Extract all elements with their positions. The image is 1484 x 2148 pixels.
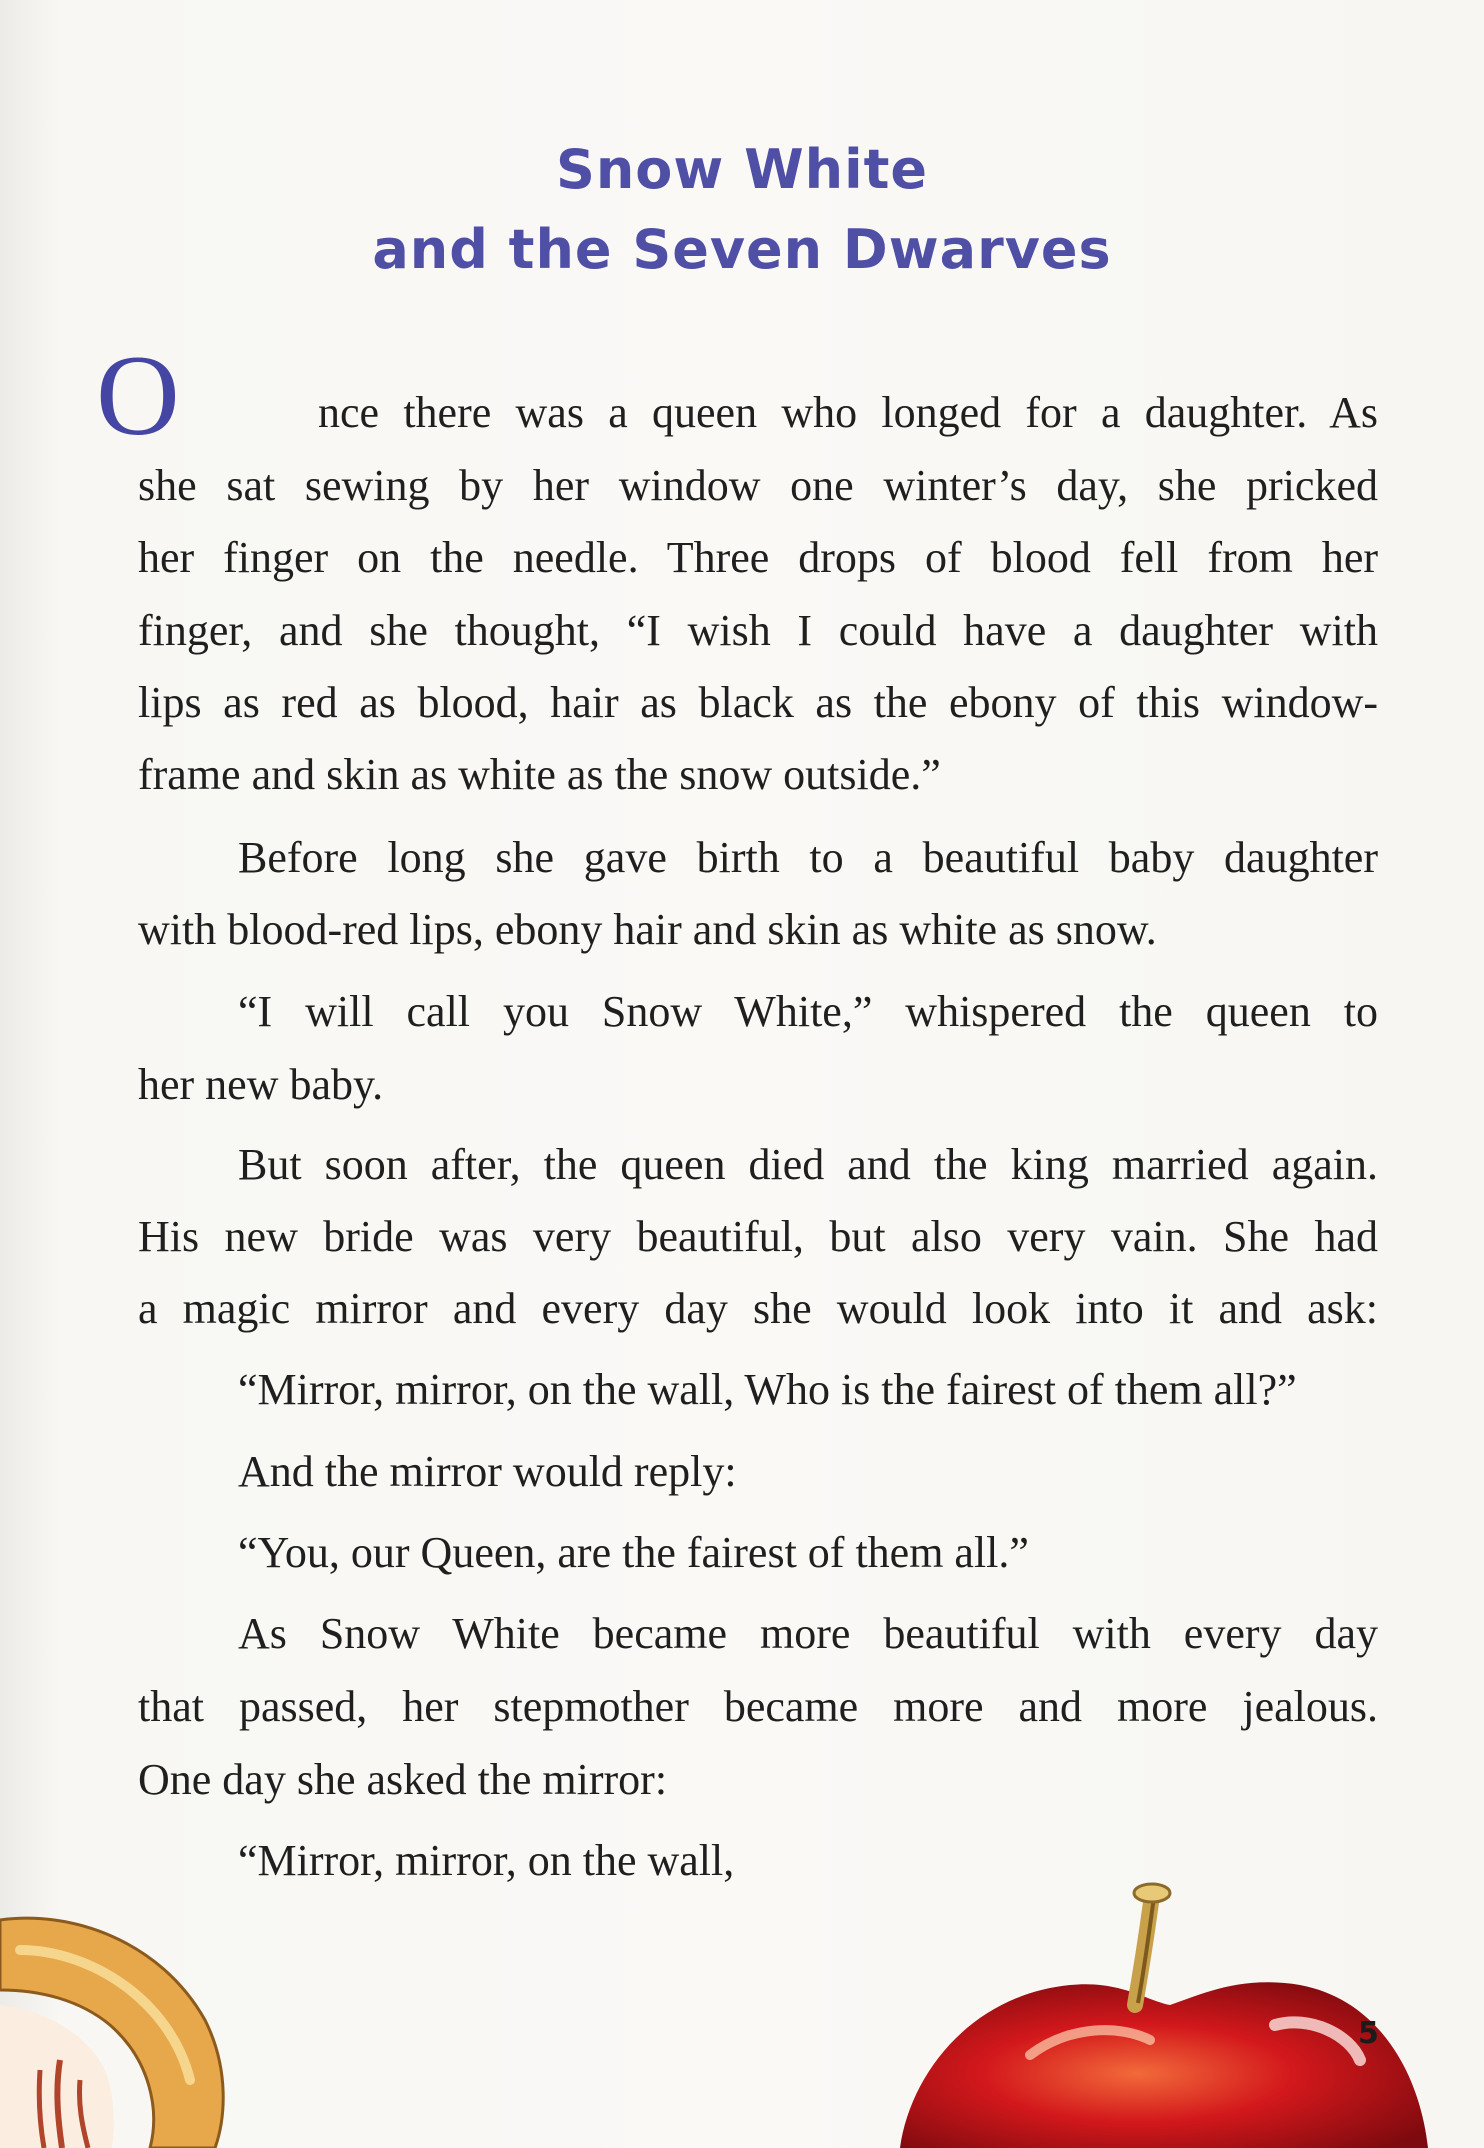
- text-line: As Snow White became more beautiful with every day: [238, 1609, 1378, 1658]
- text-line: “Mirror, mirror, on the wall, Who is the fairest of them all?”: [238, 1365, 1297, 1414]
- text-line: “I will call you Snow White,” whispered the queen to: [238, 987, 1378, 1036]
- text-line: she sat sewing by her window one winter’s day, she pricked: [138, 461, 1378, 510]
- text-line: One day she asked the mirror:: [138, 1755, 668, 1804]
- page-number: 5: [1358, 2016, 1379, 2051]
- text-line: But soon after, the queen died and the king married again.: [238, 1140, 1378, 1189]
- golden-object-illustration: [0, 1910, 240, 2148]
- story-title-line-1: Snow White: [555, 138, 929, 201]
- text-line: her new baby.: [138, 1060, 384, 1109]
- story-title-line-2: and the Seven Dwarves: [372, 218, 1112, 281]
- text-line: And the mirror would reply:: [238, 1447, 737, 1496]
- red-apple-illustration: [880, 1875, 1440, 2148]
- text-line: nce there was a queen who longed for a daughter. As: [318, 388, 1378, 437]
- text-line: frame and skin as white as the snow outside.”: [138, 750, 941, 799]
- text-line: with blood-red lips, ebony hair and skin as white as snow.: [138, 905, 1157, 954]
- text-line: “Mirror, mirror, on the wall,: [238, 1836, 735, 1885]
- drop-cap: O: [96, 332, 180, 460]
- text-line: a magic mirror and every day she would look into it and ask:: [138, 1284, 1378, 1333]
- text-line: Before long she gave birth to a beautiful baby daughter: [238, 833, 1378, 882]
- text-line: her finger on the needle. Three drops of blood fell from her: [138, 533, 1378, 582]
- text-line: “You, our Queen, are the fairest of them all.”: [238, 1528, 1029, 1577]
- text-line: finger, and she thought, “I wish I could have a daughter with: [138, 606, 1378, 655]
- text-line: that passed, her stepmother became more and more jealous.: [138, 1682, 1378, 1731]
- text-line: lips as red as blood, hair as black as the ebony of this window-: [138, 678, 1378, 727]
- text-line: His new bride was very beautiful, but also very vain. She had: [138, 1212, 1378, 1261]
